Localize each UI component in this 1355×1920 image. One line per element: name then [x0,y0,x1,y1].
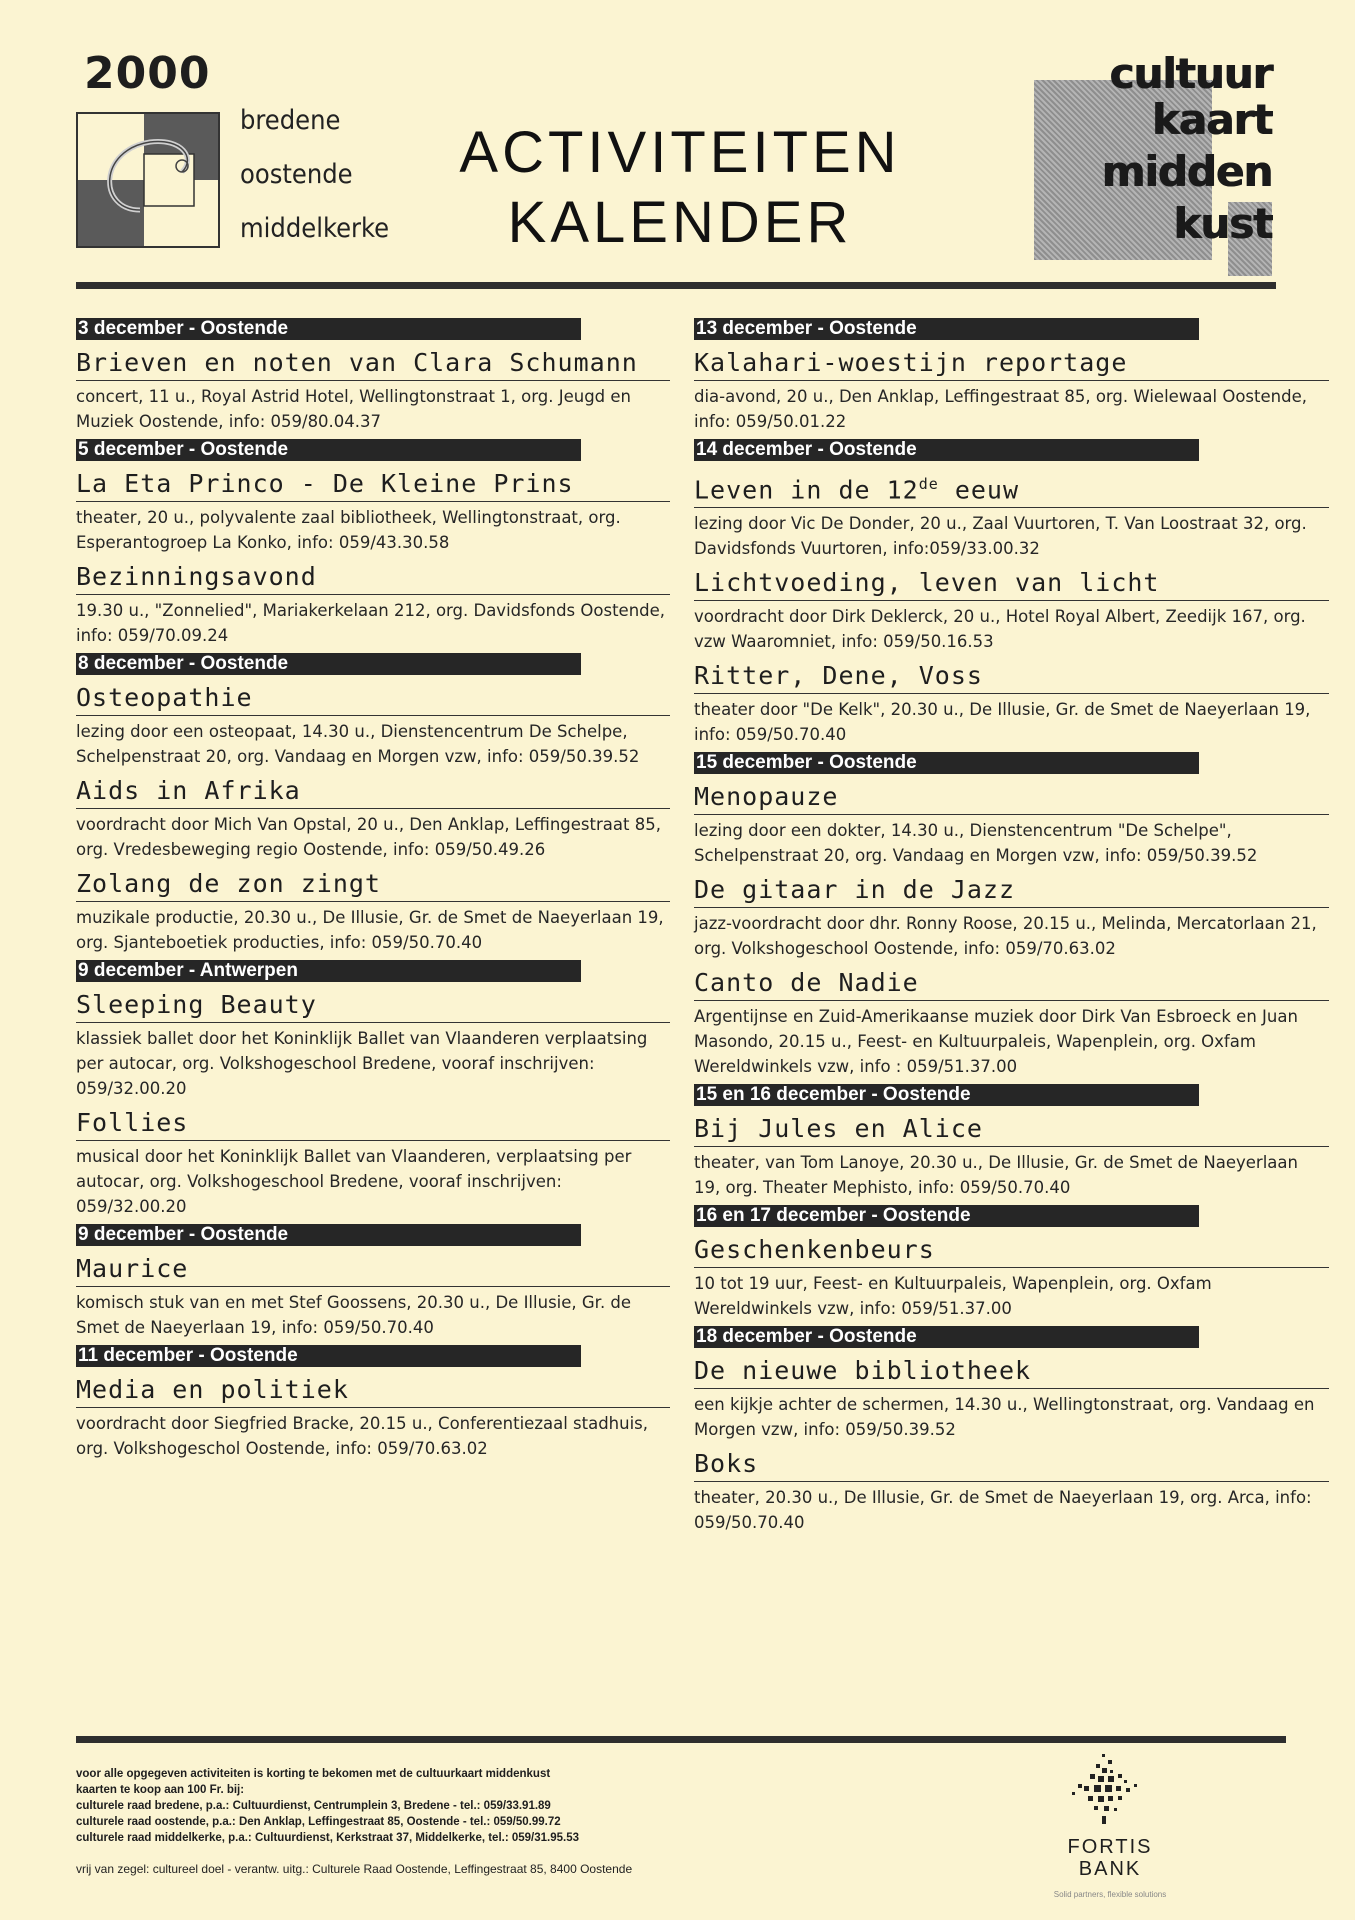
year-label: 2000 [84,48,211,99]
event-item [694,966,1329,1079]
event-title-text: Maurice [76,1254,189,1283]
logo-word-midden: midden [1101,147,1272,196]
event-title-text: Media en politiek [76,1375,349,1404]
event-title [76,1252,670,1287]
footer-line: voor alle opgegeven activiteiten is korting te bekomen met de cultuurkaart middenkust [76,1768,551,1780]
date-group [76,653,670,955]
event-item [76,467,670,555]
event-description: Argentijnse en Zuid-Amerikaanse muziek door Dirk Van Esbroeck en Juan Masondo, 20.15 u., Feest- en Kultuurpaleis, Wapenplein, org. Oxfam Wereldwinkels vzw, info : 059/51.37.00 [694,1007,1298,1077]
event-title-text: Lichtvoeding, leven van licht [694,568,1160,598]
event-description: dia-avond, 20 u., Den Anklap, Leffingestraat 85, org. Wielewaal Oostende, info: 059/50.01.22 [694,387,1307,431]
event-title-text: Sleeping Beauty [76,990,317,1019]
sponsor-name-line-2: BANK [1078,1858,1142,1880]
event-title [694,780,1329,815]
date-group [76,439,670,648]
event-title-text: Brieven en noten van Clara Schumann [76,348,638,377]
date-group [76,1224,670,1340]
event-title [694,1354,1329,1389]
date-group [694,1326,1329,1535]
event-title-text: Canto de Nadie [694,968,919,998]
event-title-text: Bij Jules en Alice [694,1114,983,1144]
event-title [76,1373,670,1408]
fortis-bank-logo-mark [1064,1752,1144,1832]
date-bar: 15 en 16 december - Oostende [694,1084,1199,1106]
date-bar: 3 december - Oostende [76,318,581,340]
town-bredene: bredene [240,105,341,136]
event-item [694,467,1329,561]
event-title [76,867,670,902]
date-bar: 8 december - Oostende [76,653,581,675]
event-title [694,566,1329,601]
event-description: jazz-voordracht door dhr. Ronny Roose, 20.15 u., Melinda, Mercatorlaan 21, org. Volkshogeschool Oostende, info: 059/70.63.02 [694,914,1317,959]
event-title [694,1233,1329,1268]
event-description: lezing door Vic De Donder, 20 u., Zaal Vuurtoren, T. Van Loostraat 32, org. Davidsfonds Vuurtoren, info:059/33.00.32 [694,514,1307,559]
event-item [694,1354,1329,1442]
sponsor-tagline: Solid partners, flexible solutions [1053,1890,1167,1899]
event-description: theater, 20.30 u., De Illusie, Gr. de Smet de Naeyerlaan 19, org. Arca, info: 059/50.70.40 [694,1488,1312,1533]
footer-line: culturele raad middelkerke, p.a.: Cultuurdienst, Kerkstraat 37, Middelkerke, tel.: 059/31.95.53 [76,1832,580,1844]
date-bar: 11 december - Oostende [76,1345,581,1367]
event-item [76,988,670,1101]
event-description: musical door het Koninklijk Ballet van Vlaanderen, verplaatsing per autocar, org. Volkshogeschool Bredene, vooraf inschrijven: 059/32.00.20 [76,1147,632,1216]
event-title [76,560,670,595]
event-description: voordracht door Siegfried Bracke, 20.15 u., Conferentiezaal stadhuis, org. Volkshogeschol Oostende, info: 059/70.63.02 [76,1414,649,1458]
event-description: 19.30 u., "Zonnelied", Mariakerkelaan 212, org. Davidsfonds Oostende, info: 059/70.09.24 [76,601,666,645]
date-bar: 13 december - Oostende [694,318,1199,340]
footer-line: culturele raad bredene, p.a.: Cultuurdienst, Centrumplein 3, Bredene - tel.: 059/33.91.89 [76,1800,551,1812]
left-column [76,318,670,1466]
event-title-text: De nieuwe bibliotheek [694,1356,1032,1386]
event-title-text-end: eeuw [938,475,1020,505]
event-item [76,346,670,434]
date-group [694,752,1329,1079]
event-title-text: Osteopathie [76,683,253,712]
event-title [76,681,670,716]
title-line-1: ACTIVITEITEN [459,120,901,185]
town-list [240,94,389,256]
header-divider [76,282,1276,289]
date-bar: 14 december - Oostende [694,439,1199,461]
town-oostende: oostende [240,159,353,190]
event-title [694,873,1329,908]
event-item [76,560,670,648]
cultuurkaart-logo [1030,49,1278,278]
sponsor-name [1040,1836,1180,1880]
town-middelkerke: middelkerke [240,213,390,244]
event-title [76,774,670,809]
date-group [76,1345,670,1461]
region-logo-graphic [78,114,218,246]
event-item [694,1112,1329,1200]
logo-word-cultuur: cultuur [1109,49,1272,98]
event-item [694,566,1329,654]
sponsor-name-line-1: FORTIS [1067,1836,1153,1858]
event-description: voordracht door Dirk Deklerck, 20 u., Hotel Royal Albert, Zeedijk 167, org. vzw Waaromniet, info: 059/50.16.53 [694,607,1306,652]
event-item [76,681,670,769]
event-item [694,780,1329,868]
event-item [76,1373,670,1461]
footer-divider [76,1736,1286,1743]
event-title [694,1112,1329,1147]
event-item [76,1252,670,1340]
footer-line: culturele raad oostende, p.a.: Den Anklap, Leffingestraat 85, Oostende - tel.: 059/50.99.72 [76,1816,561,1828]
date-group [694,318,1329,434]
event-title-text: De gitaar in de Jazz [694,875,1016,905]
event-description: klassiek ballet door het Koninklijk Ballet van Vlaanderen verplaatsing per autocar, org. Volkshogeschool Bredene, vooraf inschrijven: 059/32.00.20 [76,1029,648,1098]
date-bar: 15 december - Oostende [694,752,1199,774]
date-group [694,1084,1329,1200]
date-bar: 9 december - Oostende [76,1224,581,1246]
event-title [694,467,1329,508]
event-title [76,1106,670,1141]
event-description: concert, 11 u., Royal Astrid Hotel, Wellingtonstraat 1, org. Jeugd en Muziek Oostende, info: 059/80.04.37 [76,387,631,431]
logo-word-kust: kust [1173,199,1272,248]
event-title-text: Leven in de 12 [694,475,919,505]
date-group [694,439,1329,747]
event-title-text: Geschenkenbeurs [694,1235,935,1265]
date-bar: 5 december - Oostende [76,439,581,461]
event-description: voordracht door Mich Van Opstal, 20 u., Den Anklap, Leffingestraat 85, org. Vredesbeweging regio Oostende, info: 059/50.49.26 [76,815,661,859]
event-description: muzikale productie, 20.30 u., De Illusie, Gr. de Smet de Naeyerlaan 19, org. Sjanteboetiek producties, info: 059/50.70.40 [76,908,664,952]
event-title [694,346,1329,381]
event-title-text: Kalahari-woestijn reportage [694,348,1128,377]
event-title [694,1447,1329,1482]
event-title-text: Aids in Afrika [76,776,301,805]
event-title [694,966,1329,1001]
right-column [694,318,1329,1540]
event-title-text: Boks [694,1449,759,1479]
date-group [694,1205,1329,1321]
event-item [694,1447,1329,1535]
event-description: theater, van Tom Lanoye, 20.30 u., De Illusie, Gr. de Smet de Naeyerlaan 19, org. Theater Mephisto, info: 059/50.70.40 [694,1153,1298,1198]
event-title-text: Ritter, Dene, Voss [694,661,983,691]
event-description: lezing door een osteopaat, 14.30 u., Dienstencentrum De Schelpe, Schelpenstraat 20, org. Vandaag en Morgen vzw, info: 059/50.39.52 [76,722,640,766]
footer-info [76,1766,776,1846]
event-title-text: Menopauze [694,782,839,812]
event-title [76,467,670,502]
region-logo [76,112,220,248]
event-title-superscript: de [918,475,939,493]
event-description: theater door "De Kelk", 20.30 u., De Illusie, Gr. de Smet de Naeyerlaan 19, info: 059/50.70.40 [694,700,1311,745]
date-group [76,960,670,1219]
event-title [694,659,1329,694]
date-bar: 16 en 17 december - Oostende [694,1205,1199,1227]
event-title-text: Bezinningsavond [76,562,317,591]
event-description: komisch stuk van en met Stef Goossens, 20.30 u., De Illusie, Gr. de Smet de Naeyerlaan 19, info: 059/50.70.40 [76,1293,632,1337]
event-title-text: La Eta Princo - De Kleine Prins [76,469,574,498]
event-title-text: Follies [76,1108,189,1137]
title-line-2: KALENDER [507,190,853,255]
date-bar: 18 december - Oostende [694,1326,1199,1348]
page-title [430,118,930,258]
event-description: lezing door een dokter, 14.30 u., Dienstencentrum "De Schelpe", Schelpenstraat 20, org. Vandaag en Morgen vzw, info: 059/50.39.52 [694,821,1258,866]
event-item [694,873,1329,961]
logo-word-kaart: kaart [1151,95,1272,144]
date-bar: 9 december - Antwerpen [76,960,581,982]
event-title-text: Zolang de zon zingt [76,869,381,898]
event-description: theater, 20 u., polyvalente zaal bibliotheek, Wellingtonstraat, org. Esperantogroep La Konko, info: 059/43.30.58 [76,508,621,552]
event-item [76,867,670,955]
publisher-note: vrij van zegel: cultureel doel - verantw. uitg.: Culturele Raad Oostende, Leffingestraat 85, 8400 Oostende [76,1862,633,1876]
event-title [76,988,670,1023]
footer-line: kaarten te koop aan 100 Fr. bij: [76,1784,245,1796]
event-item [76,1106,670,1219]
event-item [694,1233,1329,1321]
event-item [694,346,1329,434]
date-group [76,318,670,434]
event-item [76,774,670,862]
event-description: een kijkje achter de schermen, 14.30 u., Wellingtonstraat, org. Vandaag en Morgen vzw, info: 059/50.39.52 [694,1395,1315,1440]
event-description: 10 tot 19 uur, Feest- en Kultuurpaleis, Wapenplein, org. Oxfam Wereldwinkels vzw, info: 059/51.37.00 [694,1274,1212,1319]
event-title [76,346,670,381]
event-item [694,659,1329,747]
